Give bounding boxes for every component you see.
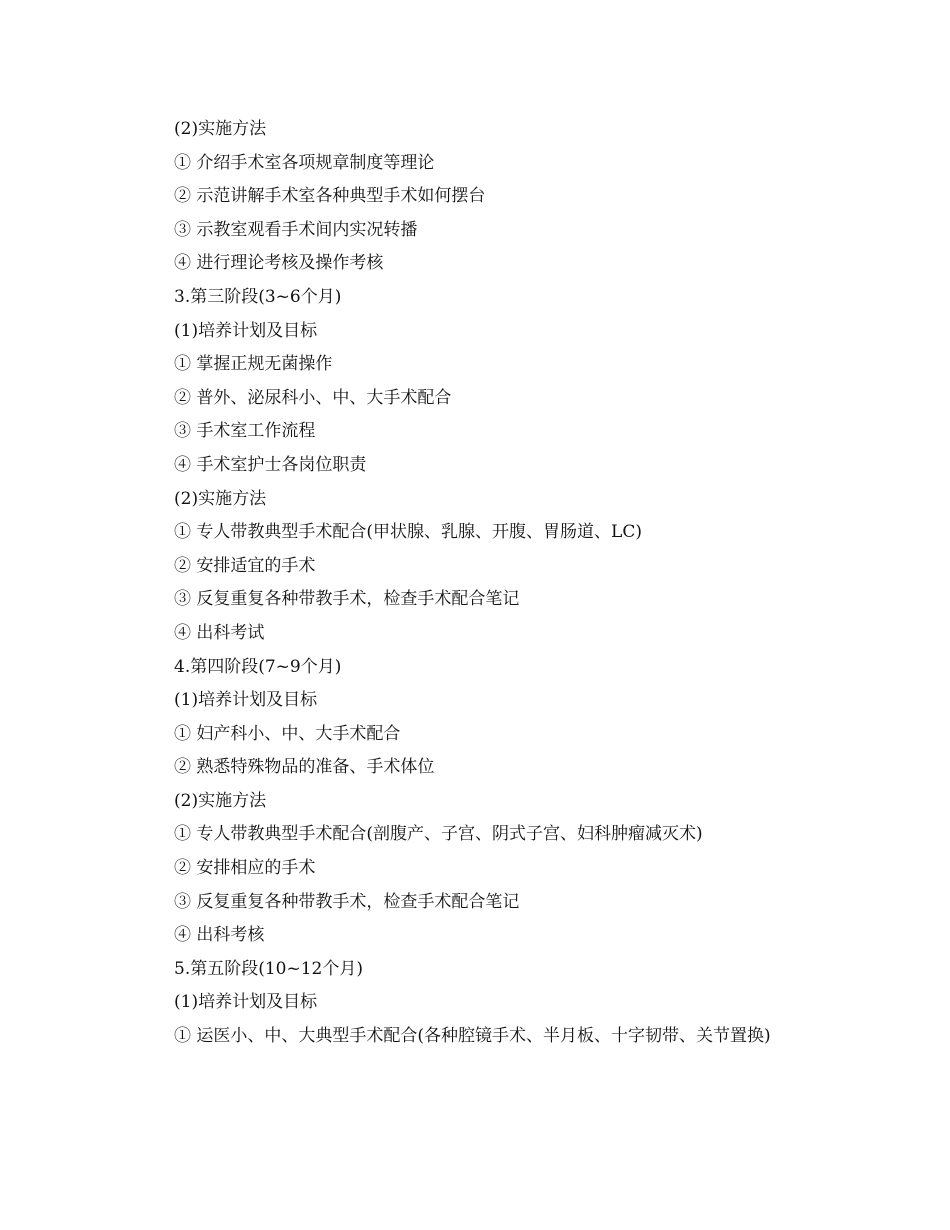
section-heading: (1)培养计划及目标 — [174, 992, 318, 1013]
section-heading: (2)实施方法 — [174, 790, 267, 811]
section-heading: (1)培养计划及目标 — [174, 320, 318, 341]
section-heading: (2)实施方法 — [174, 488, 267, 509]
list-item: ④ 出科考试 — [174, 622, 265, 643]
list-item: ③ 反复重复各种带教手术，检查手术配合笔记 — [174, 891, 520, 912]
list-item: ③ 反复重复各种带教手术，检查手术配合笔记 — [174, 589, 520, 610]
list-item: ④ 手术室护士各岗位职责 — [174, 454, 367, 475]
list-item: ③ 示教室观看手术间内实况转播 — [174, 219, 418, 240]
list-item: ② 熟悉特殊物品的准备、手术体位 — [174, 757, 435, 778]
list-item: ① 专人带教典型手术配合(甲状腺、乳腺、开腹、胃肠道、LC) — [174, 522, 642, 543]
list-item: ① 妇产科小、中、大手术配合 — [174, 723, 401, 744]
list-item: ② 安排适宜的手术 — [174, 555, 316, 576]
list-item: ② 示范讲解手术室各种典型手术如何摆台 — [174, 186, 486, 207]
list-item: ④ 进行理论考核及操作考核 — [174, 253, 384, 274]
stage-heading: 5.第五阶段(10~12个月) — [174, 958, 363, 979]
list-item: ① 介绍手术室各项规章制度等理论 — [174, 152, 435, 173]
list-item: ② 安排相应的手术 — [174, 858, 316, 879]
list-item: ③ 手术室工作流程 — [174, 421, 316, 442]
section-heading: (1)培养计划及目标 — [174, 690, 318, 711]
list-item: ① 运医小、中、大典型手术配合(各种腔镜手术、半月板、十字韧带、关节置换) — [174, 1026, 771, 1047]
stage-heading: 4.第四阶段(7~9个月) — [174, 656, 342, 677]
list-item: ④ 出科考核 — [174, 925, 265, 946]
list-item: ① 掌握正规无菌操作 — [174, 354, 333, 375]
list-item: ② 普外、泌尿科小、中、大手术配合 — [174, 387, 452, 408]
stage-heading: 3.第三阶段(3~6个月) — [174, 286, 342, 307]
section-heading: (2)实施方法 — [174, 119, 267, 139]
document-body — [139, 113, 829, 1054]
list-item: ① 专人带教典型手术配合(剖腹产、子宫、阴式子宫、妇科肿瘤减灭术) — [174, 824, 703, 845]
